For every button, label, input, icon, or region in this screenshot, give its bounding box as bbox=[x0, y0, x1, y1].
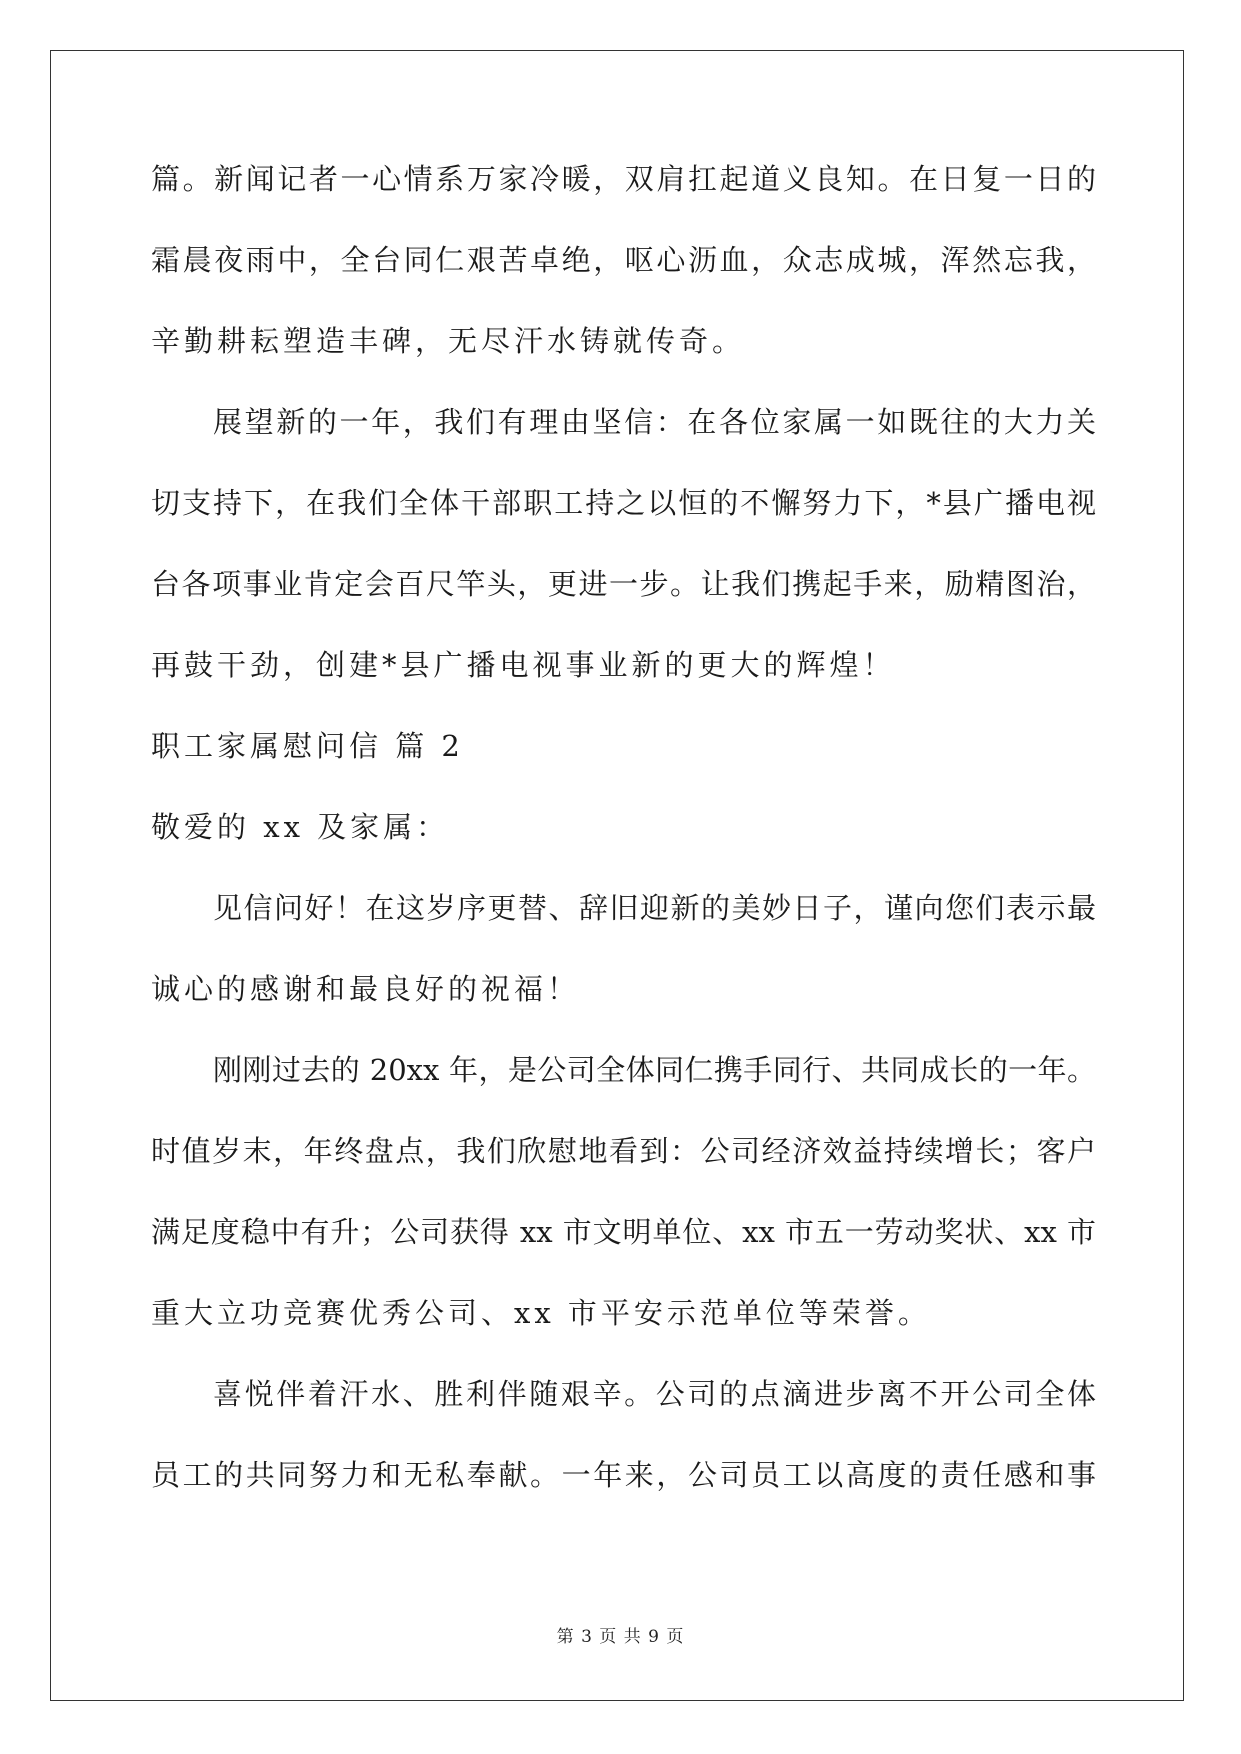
text-line: 辛勤耕耘塑造丰碑，无尽汗水铸就传奇。 bbox=[151, 324, 746, 358]
paragraph-start-line: 展望新的一年，我们有理由坚信：在各位家属一如既往的大力关 bbox=[213, 405, 1096, 439]
text-line: 诚心的感谢和最良好的祝福！ bbox=[151, 972, 581, 1006]
salutation: 敬爱的 xx 及家属： bbox=[151, 810, 450, 844]
text-line: 时值岁末，年终盘点，我们欣慰地看到：公司经济效益持续增长；客户 bbox=[151, 1134, 1096, 1168]
text-line: 满足度稳中有升；公司获得 xx 市文明单位、xx 市五一劳动奖状、xx 市 bbox=[151, 1215, 1096, 1249]
page-number-footer: 第 3 页 共 9 页 bbox=[556, 1627, 685, 1647]
text-line: 员工的共同努力和无私奉献。一年来，公司员工以高度的责任感和事 bbox=[151, 1458, 1096, 1492]
document-body bbox=[151, 160, 1096, 1537]
text-line: 再鼓干劲，创建*县广播电视事业新的更大的辉煌！ bbox=[151, 648, 896, 682]
text-line: 重大立功竞赛优秀公司、xx 市平安示范单位等荣誉。 bbox=[151, 1296, 931, 1330]
paragraph-start-line: 刚刚过去的 20xx 年，是公司全体同仁携手同行、共同成长的一年。 bbox=[213, 1053, 1096, 1087]
paragraph-start-line: 喜悦伴着汗水、胜利伴随艰辛。公司的点滴进步离不开公司全体 bbox=[213, 1377, 1096, 1411]
paragraph-start-line: 见信问好！在这岁序更替、辞旧迎新的美妙日子，谨向您们表示最 bbox=[213, 891, 1096, 925]
text-line: 篇。新闻记者一心情系万家冷暖，双肩扛起道义良知。在日复一日的 bbox=[151, 162, 1096, 196]
text-line: 台各项事业肯定会百尺竿头，更进一步。让我们携起手来，励精图治， bbox=[151, 567, 1096, 601]
section-heading: 职工家属慰问信 篇 2 bbox=[151, 729, 464, 763]
text-line: 霜晨夜雨中，全台同仁艰苦卓绝，呕心沥血，众志成城，浑然忘我， bbox=[151, 243, 1096, 277]
text-line: 切支持下，在我们全体干部职工持之以恒的不懈努力下，*县广播电视 bbox=[151, 486, 1096, 520]
